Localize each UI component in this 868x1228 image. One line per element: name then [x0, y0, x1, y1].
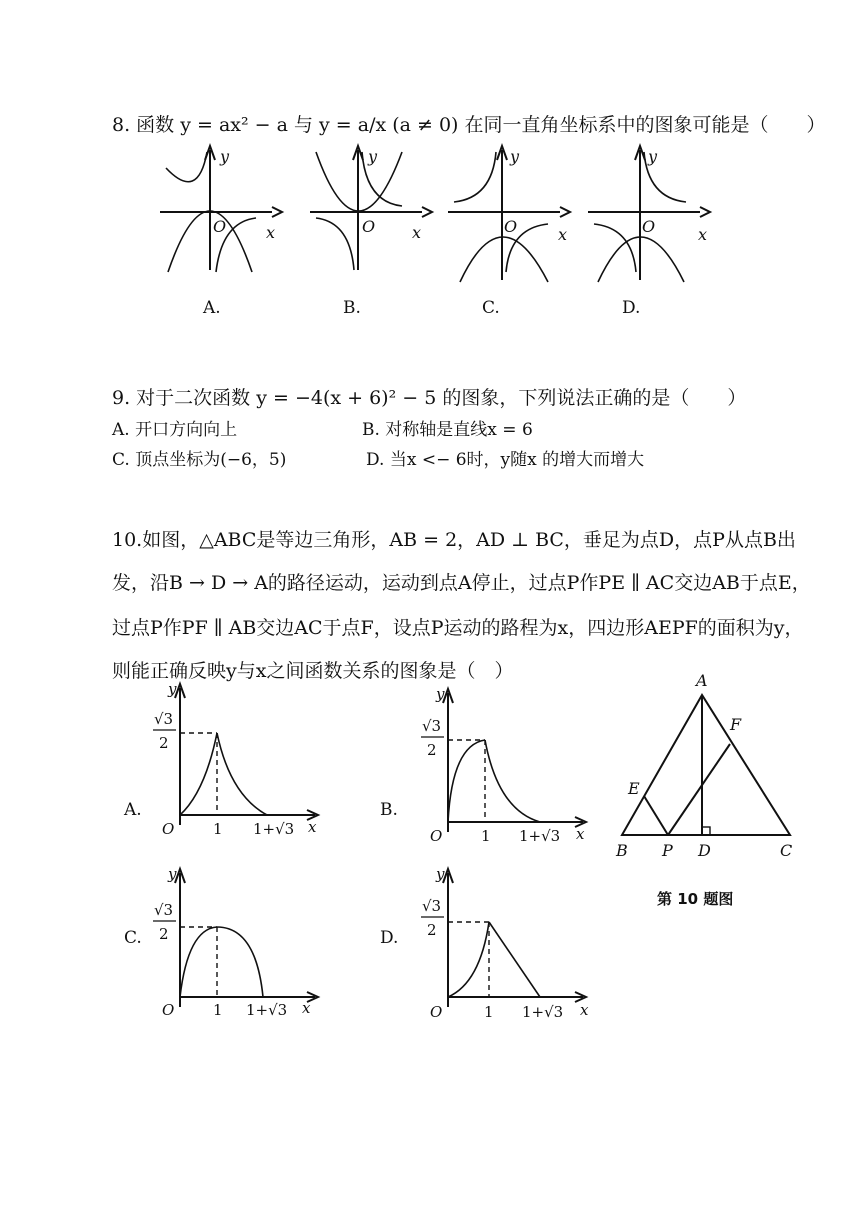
q10-graph-a [150, 680, 330, 840]
q8-graph-d [588, 140, 718, 290]
q10b-y: y [436, 685, 445, 703]
q8-text: 8. 函数 y = ax² − a 与 y = a/x (a ≠ 0) 在同一直角坐标系中的图象可能是（ ） [112, 114, 826, 136]
q10-option-a: A. [124, 800, 142, 820]
q10-graph-b [418, 685, 598, 845]
q10-line-1: 10.如图，△ABC是等边三角形，AB = 2，AD ⊥ BC，垂足为点D，点P从点B出 [112, 529, 796, 551]
q8a-y: y [220, 147, 230, 166]
q9-option-a: A. 开口方向向上 [112, 420, 238, 440]
q10b-t2: 1+√3 [519, 827, 561, 845]
q8c-x: x [558, 225, 568, 244]
q10c-o: O [162, 1001, 175, 1019]
q10b-num: √3 [422, 717, 442, 735]
q8-option-b: B. [343, 298, 361, 318]
q10-graph-d [418, 865, 598, 1025]
q8b-o: O [362, 217, 376, 236]
q10a-t2: 1+√3 [253, 820, 295, 838]
q8-graph-a [160, 140, 290, 275]
q8-option-a: A. [203, 298, 221, 318]
q8d-y: y [648, 147, 658, 166]
q10c-den: 2 [159, 925, 169, 943]
q10a-y: y [168, 680, 177, 698]
q10-triangle-figure [600, 670, 820, 870]
label-a: A [696, 671, 708, 690]
q8-graph-c [448, 140, 578, 290]
q8b-x: x [412, 223, 422, 242]
q10c-x: x [302, 999, 311, 1017]
q10-option-c: C. [124, 928, 142, 948]
q9-option-b: B. 对称轴是直线x = 6 [362, 420, 533, 440]
q8d-o: O [642, 217, 656, 236]
q10-option-d: D. [380, 928, 399, 948]
label-d: D [698, 841, 711, 860]
q10b-x: x [576, 825, 585, 843]
label-c: C [780, 841, 793, 860]
figure-caption: 第 10 题图 [657, 890, 734, 908]
q10d-t2: 1+√3 [522, 1003, 564, 1021]
label-f: F [730, 715, 742, 734]
q10c-t2: 1+√3 [246, 1001, 288, 1019]
q8-option-c: C. [482, 298, 500, 318]
q10-line-4: 则能正确反映y与x之间函数关系的图象是（ ） [112, 660, 514, 682]
label-b: B [616, 841, 628, 860]
q8d-x: x [698, 225, 708, 244]
q8a-x: x [266, 223, 276, 242]
q10a-x: x [308, 818, 317, 836]
q10c-t1: 1 [213, 1001, 223, 1019]
q9-text: 9. 对于二次函数 y = −4(x + 6)² − 5 的图象，下列说法正确的是（ ） [112, 387, 747, 409]
q10c-y: y [168, 865, 177, 883]
q10a-den: 2 [159, 734, 169, 752]
q10a-o: O [162, 820, 175, 838]
q10d-y: y [436, 865, 445, 883]
q10d-num: √3 [422, 897, 442, 915]
q8b-y: y [368, 147, 378, 166]
q10-line-2: 发，沿B → D → A的路径运动，运动到点A停止，过点P作PE ∥ AC交边AB于点E， [112, 572, 811, 594]
q8-graph-b [310, 140, 440, 275]
q10c-num: √3 [154, 901, 174, 919]
q10b-o: O [430, 827, 443, 845]
q10-graph-c [150, 865, 330, 1025]
q10d-x: x [580, 1001, 589, 1019]
q8c-o: O [504, 217, 518, 236]
q10a-t1: 1 [213, 820, 223, 838]
q10b-t1: 1 [481, 827, 491, 845]
q10b-den: 2 [427, 741, 437, 759]
q8a-o: O [213, 217, 227, 236]
q10a-num: √3 [154, 710, 174, 728]
label-e: E [628, 779, 640, 798]
q10d-t1: 1 [484, 1003, 494, 1021]
q10d-o: O [430, 1003, 443, 1021]
label-p: P [662, 841, 673, 860]
q10-option-b: B. [380, 800, 398, 820]
q9-option-c: C. 顶点坐标为(−6，5) [112, 450, 287, 470]
q10-line-3: 过点P作PF ∥ AB交边AC于点F，设点P运动的路程为x，四边形AEPF的面积为y， [112, 617, 804, 639]
q10d-den: 2 [427, 921, 437, 939]
q8-option-d: D. [622, 298, 641, 318]
q9-option-d: D. 当x <− 6时，y随x 的增大而增大 [366, 450, 645, 470]
q8c-y: y [510, 147, 520, 166]
